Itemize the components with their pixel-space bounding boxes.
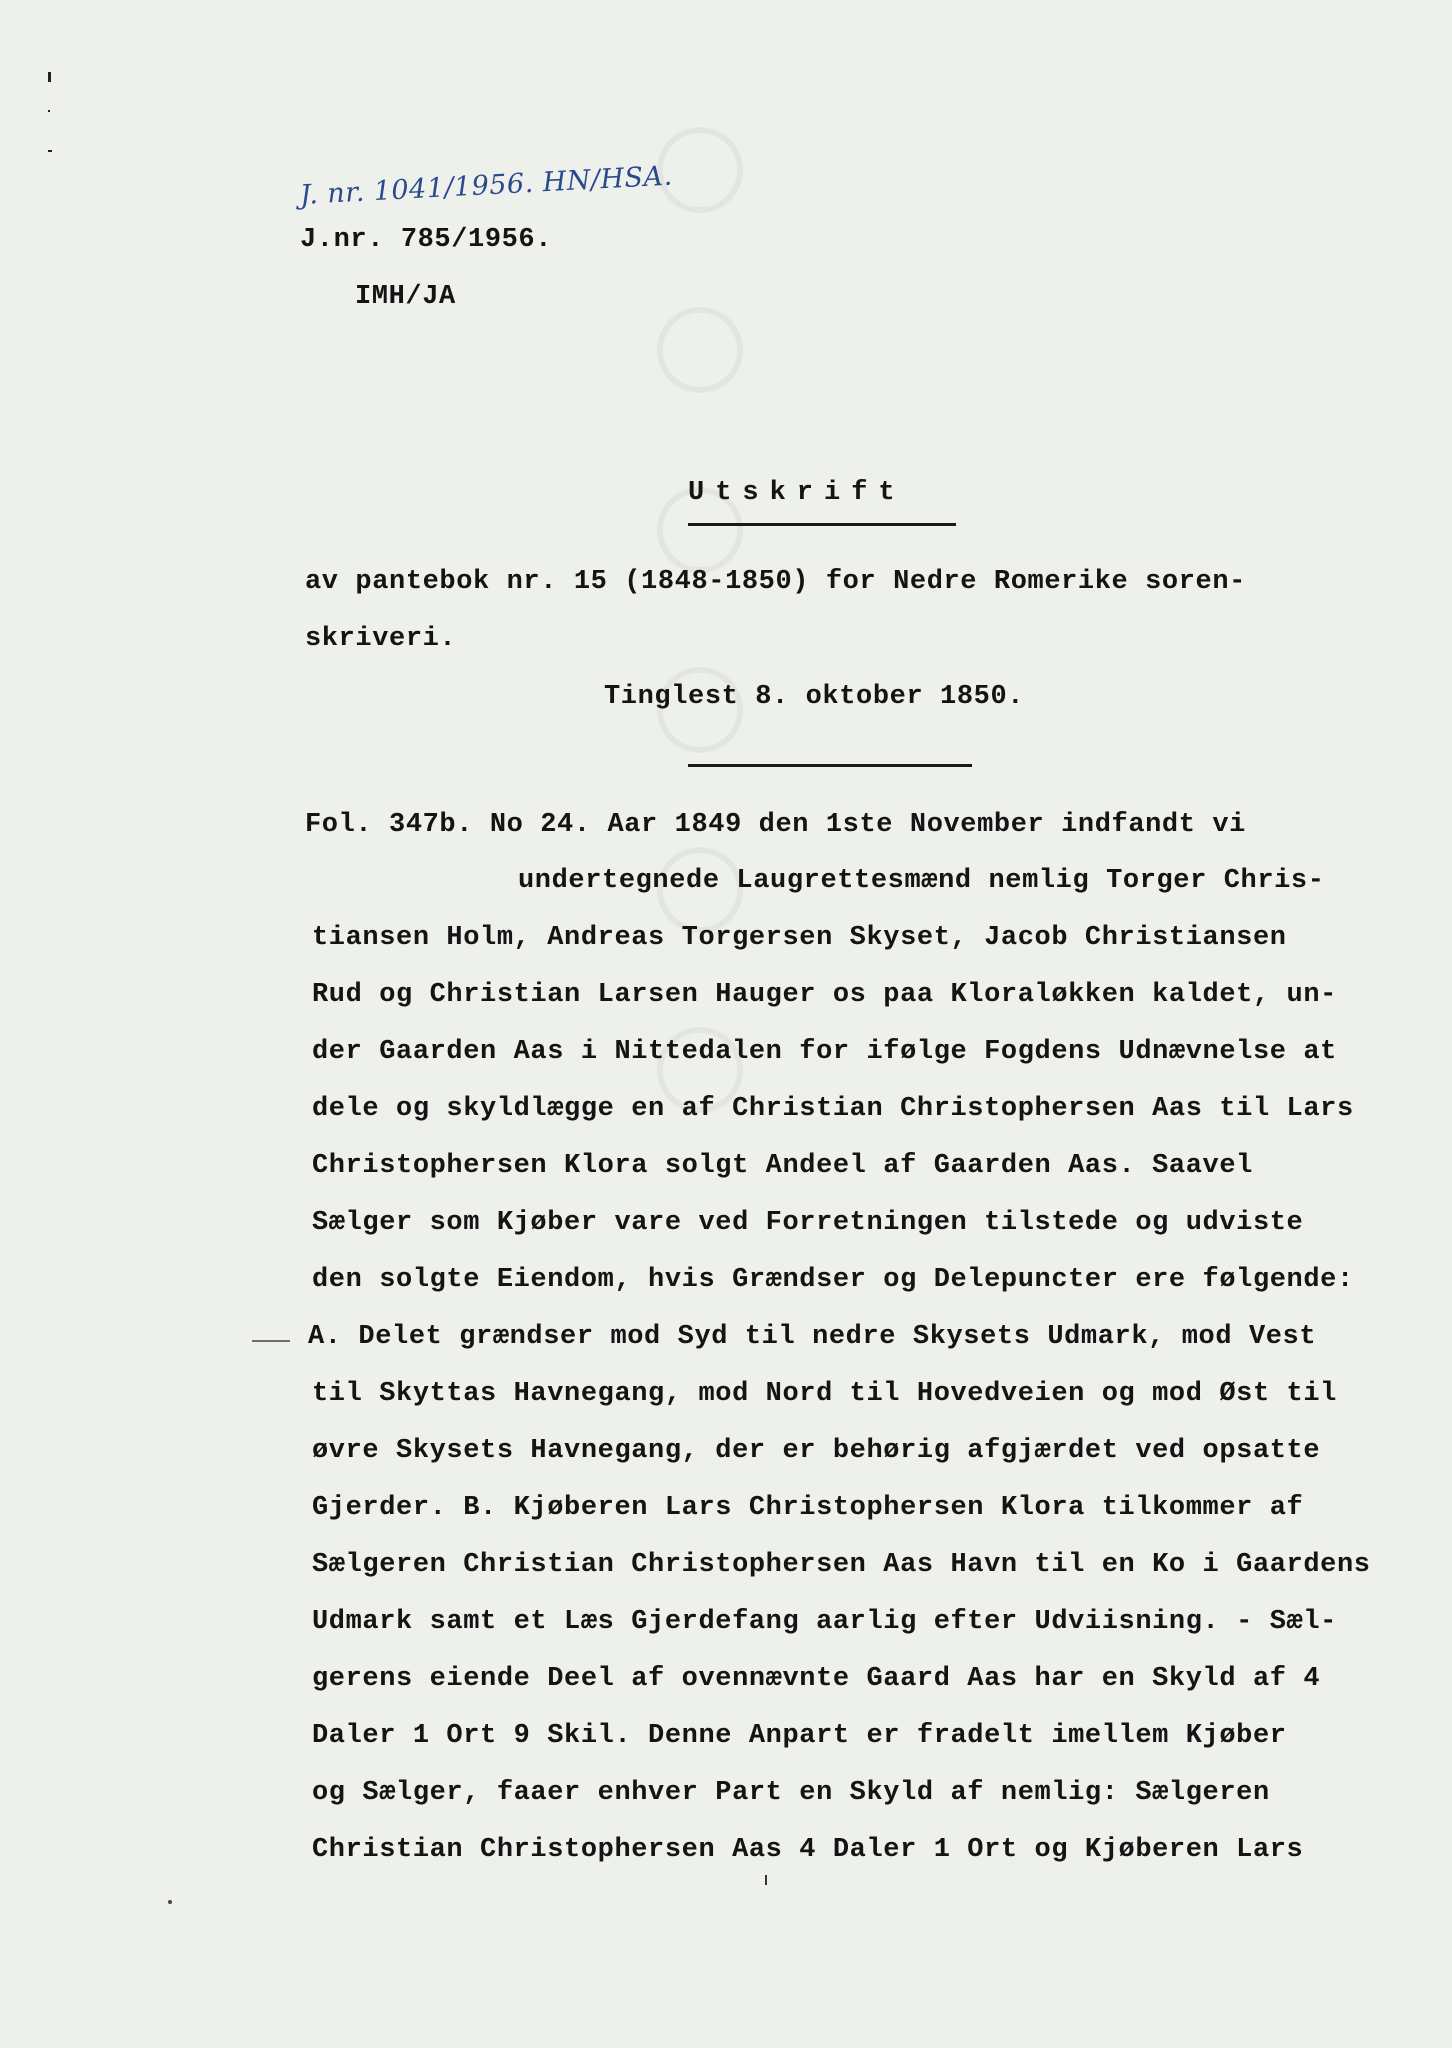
handwritten-reference: J. nr. 1041/1956. HN/HSA. <box>299 160 674 211</box>
body-line: Sælgeren Christian Christophersen Aas Havn til en Ko i Gaardens <box>312 1550 1371 1580</box>
body-line: undertegnede Laugrettesmænd nemlig Torger Chris- <box>518 866 1325 896</box>
body-line: Udmark samt et Læs Gjerdefang aarlig efter Udviisning. - Sæl- <box>312 1607 1337 1637</box>
body-line: Christian Christophersen Aas 4 Daler 1 Ort og Kjøberen Lars <box>312 1835 1304 1865</box>
edge-mark <box>48 72 51 82</box>
body-line: Sælger som Kjøber vare ved Forretningen tilstede og udviste <box>312 1208 1304 1238</box>
body-line: og Sælger, faaer enhver Part en Skyld af nemlig: Sælgeren <box>312 1778 1270 1808</box>
body-line: A. Delet grændser mod Syd til nedre Skysets Udmark, mod Vest <box>308 1322 1317 1352</box>
body-line: den solgte Eiendom, hvis Grændser og Delepuncter ere følgende: <box>312 1265 1354 1295</box>
registration-date: Tinglest 8. oktober 1850. <box>604 682 1025 712</box>
watermark-stamp <box>640 90 760 1240</box>
body-line: Daler 1 Ort 9 Skil. Denne Anpart er fradelt imellem Kjøber <box>312 1721 1287 1751</box>
subtitle-line-2: skriveri. <box>305 624 457 654</box>
edge-mark <box>48 150 52 152</box>
subtitle-line-1: av pantebok nr. 15 (1848-1850) for Nedre Romerike soren- <box>305 567 1246 597</box>
typist-initials: IMH/JA <box>355 282 456 312</box>
body-line: der Gaarden Aas i Nittedalen for ifølge Fogdens Udnævnelse at <box>312 1037 1337 1067</box>
section-separator <box>688 764 972 767</box>
body-line: Christophersen Klora solgt Andeel af Gaarden Aas. Saavel <box>312 1151 1253 1181</box>
edge-mark <box>48 110 50 112</box>
body-line: gerens eiende Deel af ovennævnte Gaard Aas har en Skyld af 4 <box>312 1664 1321 1694</box>
document-title: Utskrift <box>688 478 906 508</box>
body-line: Gjerder. B. Kjøberen Lars Christophersen Klora tilkommer af <box>312 1493 1304 1523</box>
edge-mark <box>168 1900 172 1904</box>
body-line: øvre Skysets Havnegang, der er behørig afgjærdet ved opsatte <box>312 1436 1321 1466</box>
body-line: tiansen Holm, Andreas Torgersen Skyset, Jacob Christiansen <box>312 923 1287 953</box>
body-line: til Skyttas Havnegang, mod Nord til Hovedveien og mod Øst til <box>312 1379 1337 1409</box>
margin-dash <box>252 1340 290 1342</box>
folio-line: Fol. 347b. No 24. Aar 1849 den 1ste November indfandt vi <box>305 810 1246 840</box>
body-line: dele og skyldlægge en af Christian Christophersen Aas til Lars <box>312 1094 1354 1124</box>
journal-number: J.nr. 785/1956. <box>300 225 553 255</box>
edge-mark <box>765 1875 767 1885</box>
title-underline <box>688 523 956 526</box>
body-line: Rud og Christian Larsen Hauger os paa Kloraløkken kaldet, un- <box>312 980 1337 1010</box>
